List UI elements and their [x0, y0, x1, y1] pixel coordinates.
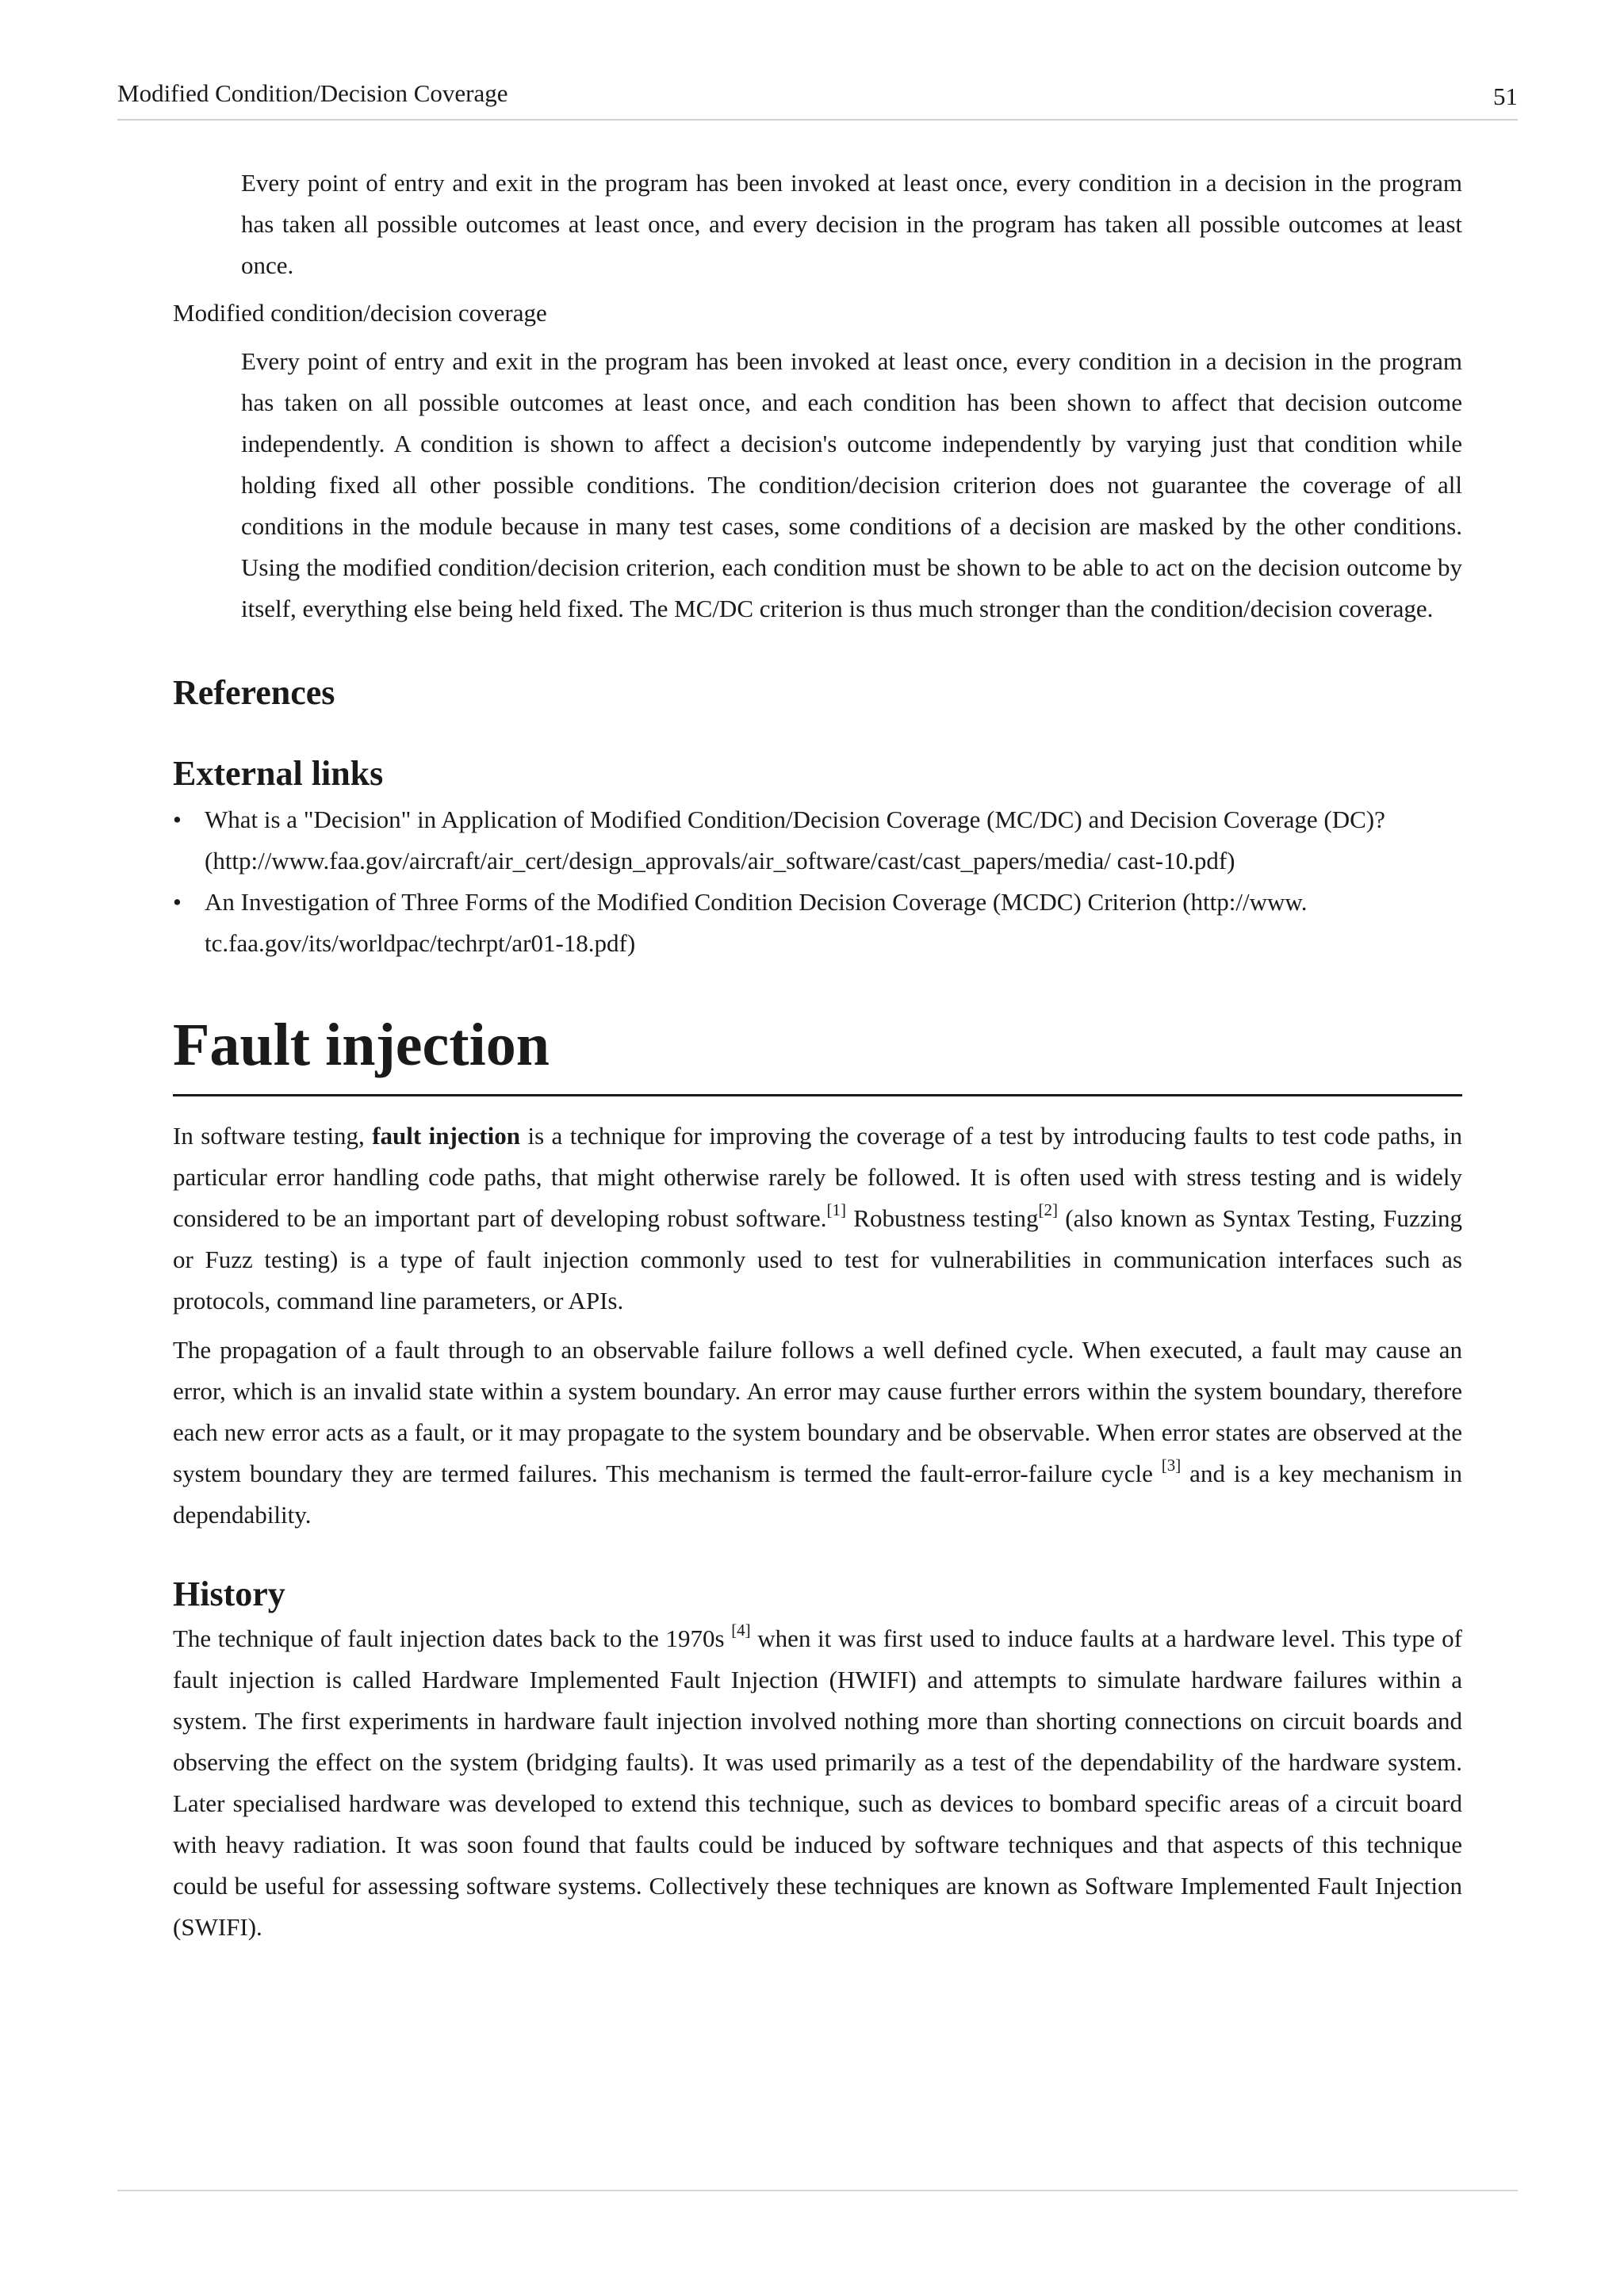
mcdc-term: Modified condition/decision coverage	[173, 299, 547, 327]
citation-link[interactable]: [1]	[826, 1200, 847, 1219]
citation-link[interactable]: [3]	[1161, 1456, 1182, 1475]
external-links-list	[173, 799, 1462, 964]
external-link-item[interactable]: • An Investigation of Three Forms of the Modified Condition Decision Coverage (MCDC) Criterion (http://www. tc.faa.gov/its/worldpac/techrpt/ar01-18.pdf)	[173, 882, 1462, 964]
page-header	[117, 79, 1518, 121]
citation-link[interactable]: [2]	[1038, 1200, 1058, 1219]
citation-link[interactable]: [4]	[731, 1621, 751, 1640]
mcdc-definition: Every point of entry and exit in the program has been invoked at least once, every condition in a decision in the program has taken on all possible outcomes at least once, and each condition has been shown to affect that decision outcome independently. A condition is shown to affect a decision's outcome independently by varying just that condition while holding fixed all other possible conditions. The condition/decision criterion does not guarantee the coverage of all conditions in the module because in many test cases, some conditions of a decision are masked by the other conditions. Using the modified condition/decision criterion, each condition must be shown to be able to act on the decision outcome by itself, everything else being held fixed. The MC/DC criterion is thus much stronger than the condition/decision coverage.	[241, 347, 1462, 622]
references-heading: References	[173, 673, 335, 712]
intro-paragraph: In software testing, fault injection is a technique for improving the coverage of a test by introducing faults to test code paths, in particular error handling code paths, that might otherwise rarely be followed. It is often used with stress testing and is widely considered to be an important part of developing robust software.[1] Robustness testing[2] (also known as Syntax Testing, Fuzzing or Fuzz testing) is a type of fault injection commonly used to test for vulnerabilities in communication interfaces such as protocols, command line parameters, or APIs.	[173, 1122, 1463, 1314]
propagation-paragraph: The propagation of a fault through to an observable failure follows a well defined cycle. When executed, a fault may cause an error, which is an invalid state within a system boundary. An error may cause further errors within the system boundary, therefore each new error acts as a fault, or it may propagate to the system boundary and be observable. When error states are observed at the system boundary they are termed failures. This mechanism is termed the fault-error-failure cycle [3] and is a key mechanism in dependability.	[173, 1336, 1463, 1529]
article-title: Fault injection	[173, 1007, 1462, 1096]
history-heading: History	[173, 1575, 285, 1613]
cdc-definition: Every point of entry and exit in the program has been invoked at least once, every condition in a decision in the program has taken all possible outcomes at least once, and every decision in the program has taken all possible outcomes at least once.	[241, 169, 1462, 279]
page-number: 51	[1493, 82, 1518, 110]
external-link-item[interactable]: • What is a "Decision" in Application of Modified Condition/Decision Coverage (MC/DC) and Decision Coverage (DC)? (http://www.faa.gov/aircraft/air_cert/design_approvals/air_software/cast/cast_papers/media/ cast-10.pdf)	[173, 799, 1462, 882]
bold-term: fault injection	[372, 1122, 521, 1150]
history-paragraph: The technique of fault injection dates back to the 1970s [4] when it was first used to induce faults at a hardware level. This type of fault injection is called Hardware Implemented Fault Injection (HWIFI) and attempts to simulate hardware failures within a system. The first experiments in hardware fault injection involved nothing more than shorting connections on circuit boards and observing the effect on the system (bridging faults). It was used primarily as a test of the dependability of the hardware system. Later specialised hardware was developed to extend this technique, such as devices to bombard specific areas of a circuit board with heavy radiation. It was soon found that faults could be induced by software techniques and that aspects of this technique could be useful for assessing software systems. Collectively these techniques are known as Software Implemented Fault Injection (SWIFI).	[173, 1621, 1462, 1941]
running-title: Modified Condition/Decision Coverage	[117, 79, 508, 107]
page-content	[173, 163, 1462, 1948]
external-links-heading: External links	[173, 754, 384, 793]
footer-rule	[117, 2190, 1518, 2191]
